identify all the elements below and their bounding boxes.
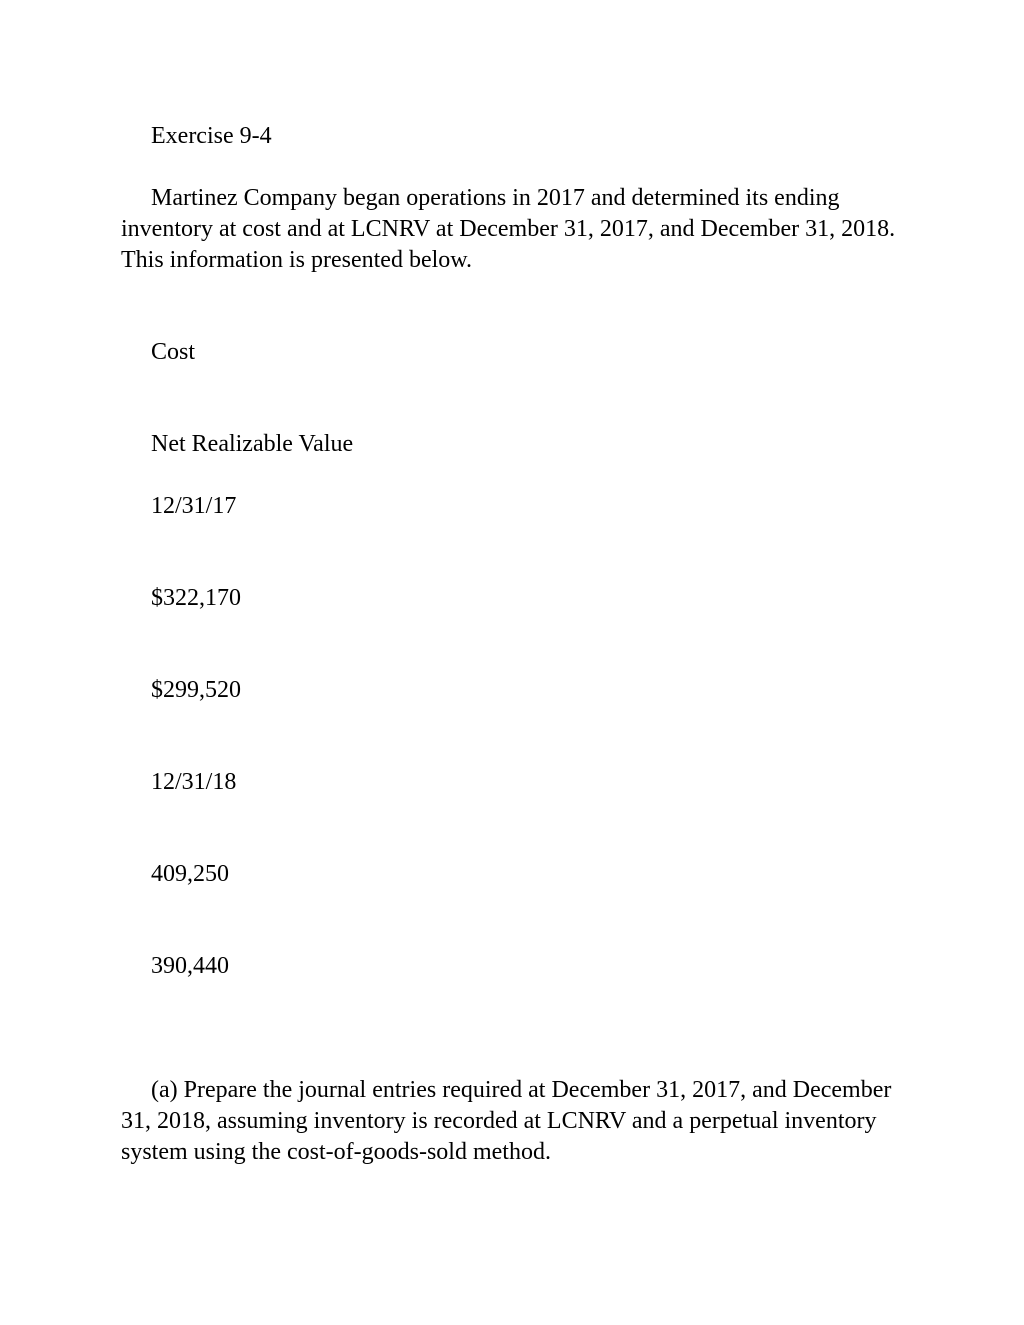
item-cost-header: Cost [151, 339, 196, 365]
item-date-2017: 12/31/17 [151, 493, 237, 519]
item-date-2018: 12/31/18 [151, 769, 237, 795]
intro-paragraph: Martinez Company began operations in 2017 and determined its ending inventory at cost and at LCNRV at December 31, 2017, and December 31, 2018. This information is presented below. [121, 185, 896, 273]
question-a: (a) Prepare the journal entries required at December 31, 2017, and December 31, 2018, assuming inventory is recorded at LCNRV and a perpetual inventory system using the cost-of-goods-sold method. [121, 1077, 892, 1165]
item-nrv-2018: 390,440 [151, 953, 229, 979]
item-nrv-2017: $299,520 [151, 677, 241, 703]
item-nrv-header: Net Realizable Value [151, 431, 354, 457]
item-cost-2017: $322,170 [151, 585, 241, 611]
exercise-title: Exercise 9-4 [151, 123, 272, 149]
item-cost-2018: 409,250 [151, 861, 229, 887]
